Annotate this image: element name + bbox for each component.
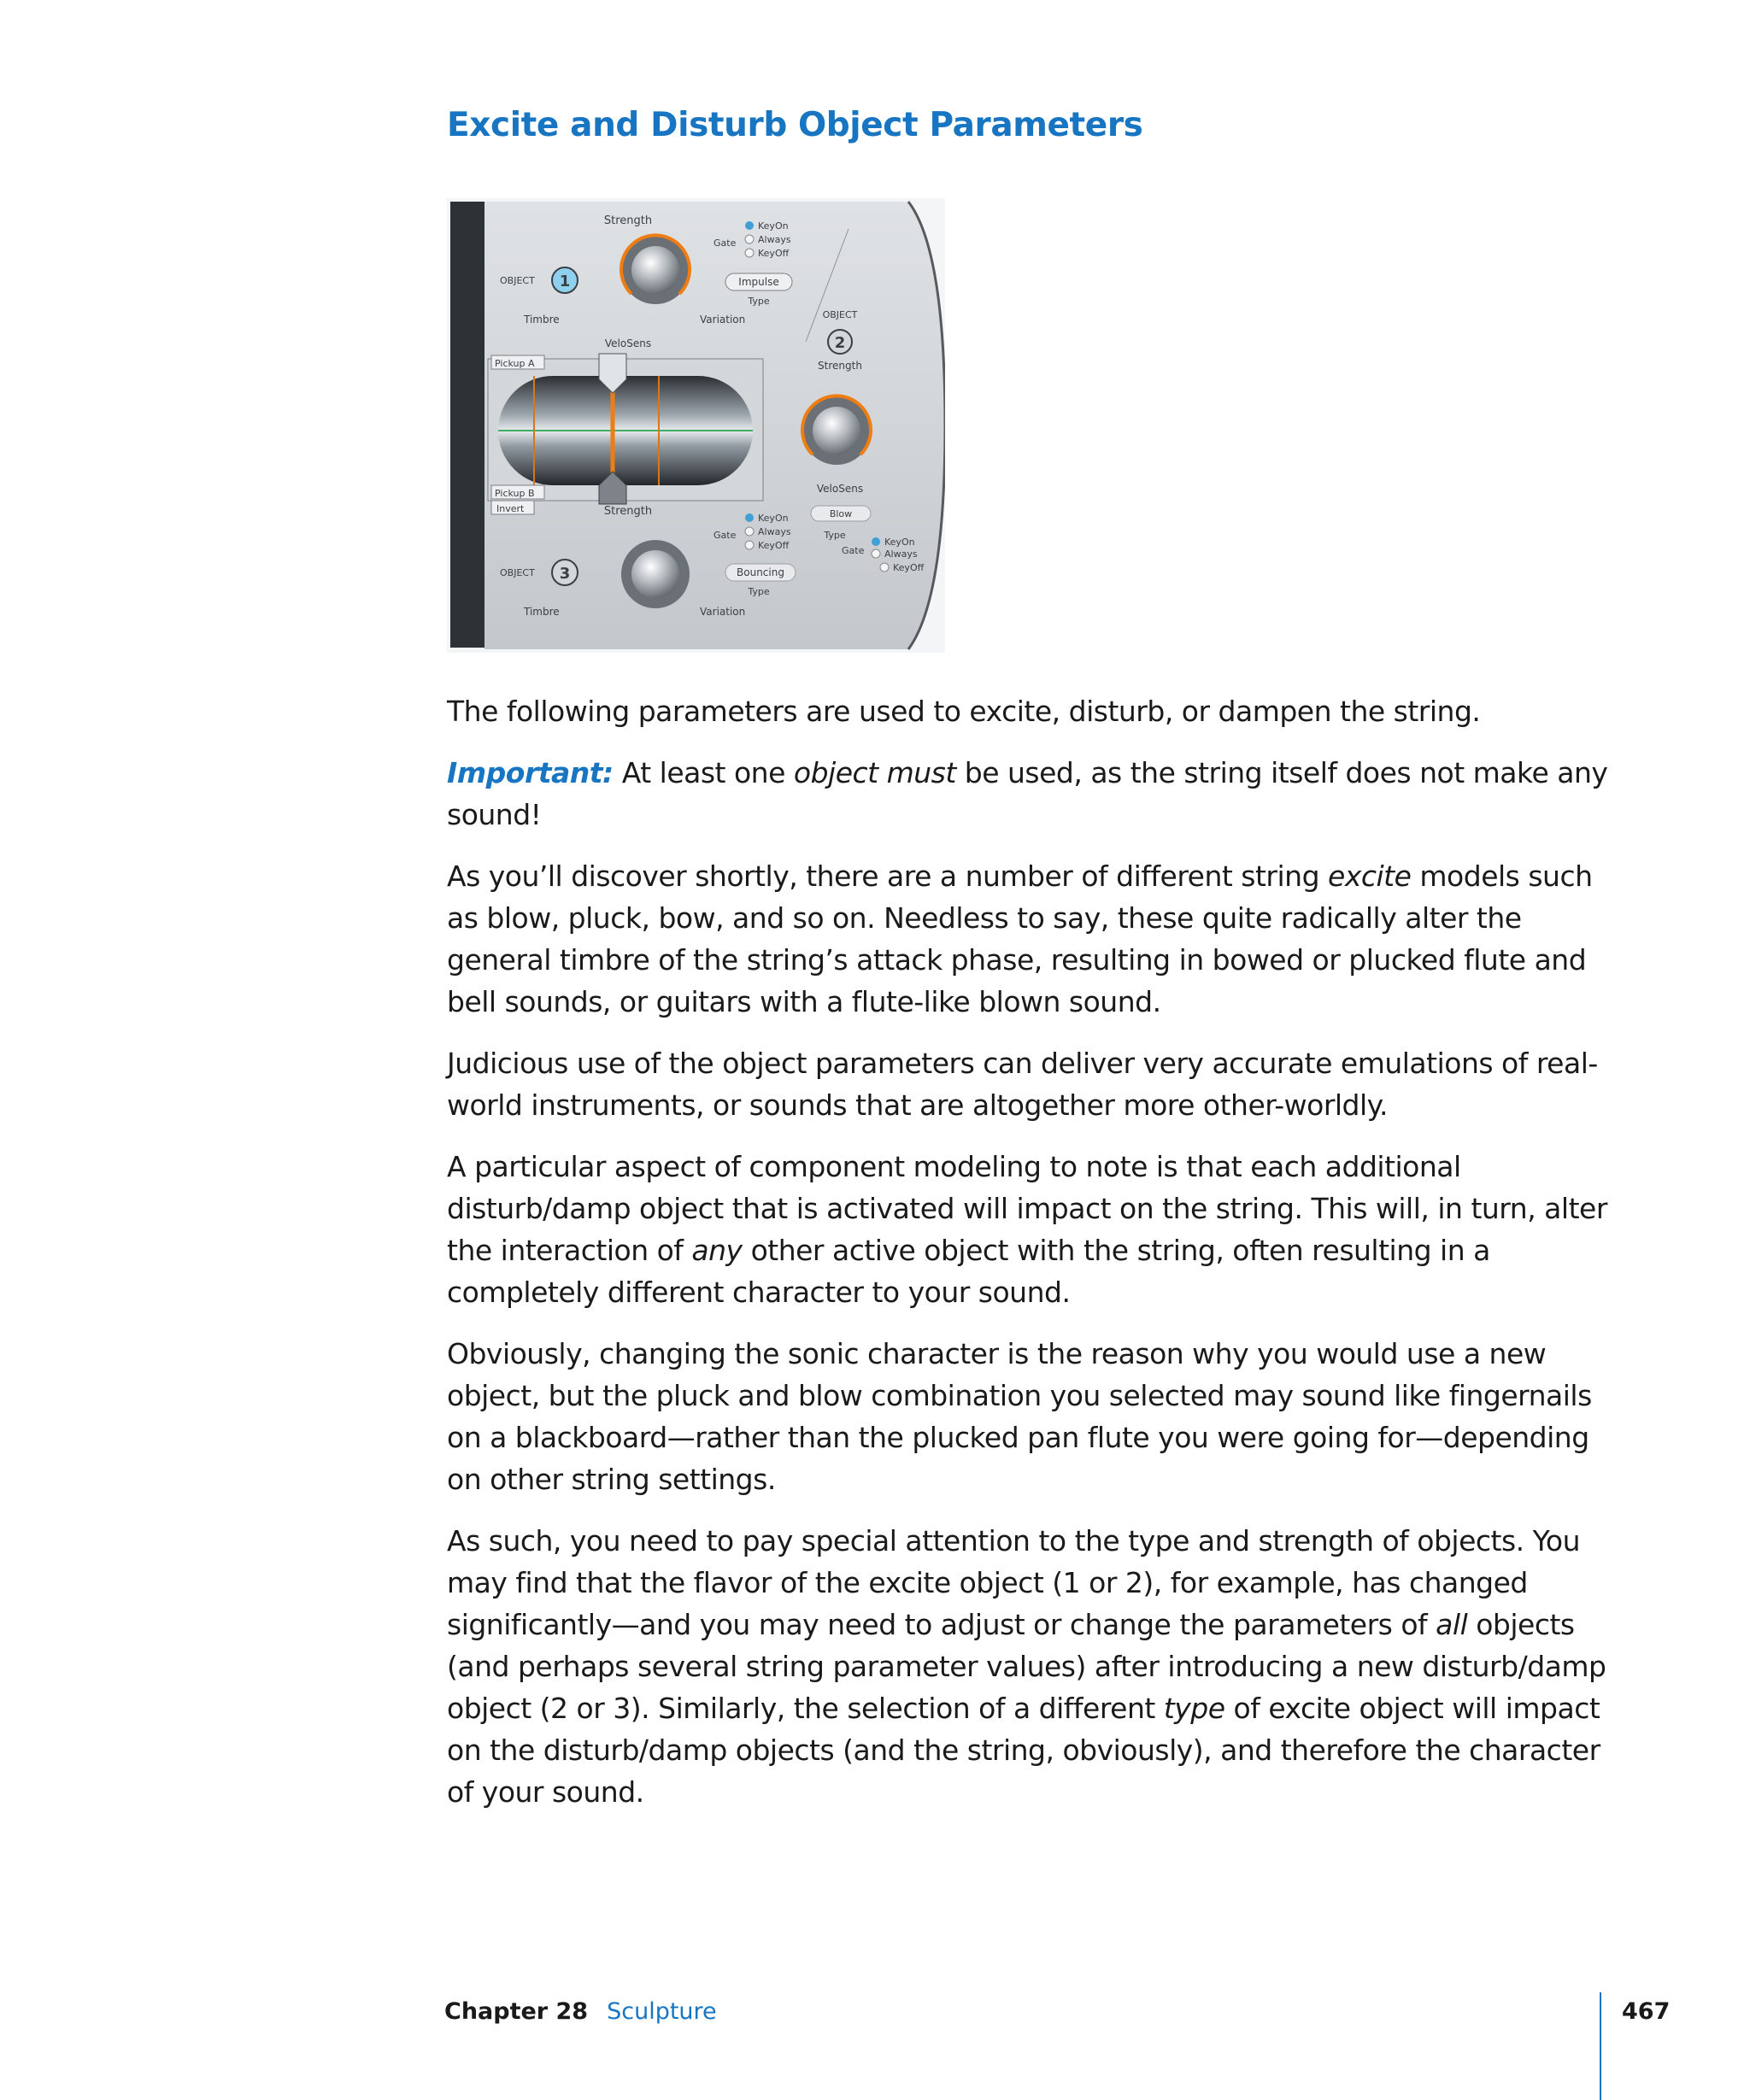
svg-text:Timbre: Timbre xyxy=(524,606,560,618)
object-3-always-radio[interactable] xyxy=(745,527,754,536)
svg-text:Variation: Variation xyxy=(700,314,746,326)
paragraph-sonic-character: Obviously, changing the sonic character is the reason why you would use a new object, but the pluck and blow combination you selected may sound like fingernails on a blackboard—rather than the plucked pan flute you were going for—depending on other string settings. xyxy=(447,1337,1592,1496)
svg-text:Always: Always xyxy=(884,548,918,560)
svg-text:VeloSens: VeloSens xyxy=(816,483,864,495)
footer-rule xyxy=(1600,1992,1601,2100)
svg-text:Strength: Strength xyxy=(818,360,862,372)
important-label: Important: xyxy=(447,756,614,789)
svg-text:Invert: Invert xyxy=(496,503,525,514)
paragraph-type-strength: As such, you need to pay special attention to the type and strength of objects. You may find that the flavor of the excite object (1 or 2), for example, has changed significantly—and you may need to adjust or change the parameters of all objects (and perhaps several string parameter values) after introducing a new disturb/damp object (2 or 3). Similarly, the selection of a different type of excite object will impact on the disturb/damp objects (and the string, obviously), and therefore the character of your sound. xyxy=(447,1524,1606,1809)
svg-text:Gate: Gate xyxy=(842,545,865,556)
footer-section-link[interactable]: Sculpture xyxy=(607,1998,717,2025)
object-1-keyoff-radio[interactable] xyxy=(745,249,754,257)
svg-text:Pickup B: Pickup B xyxy=(495,488,535,499)
paragraph-component-modeling: A particular aspect of component modeling to note is that each additional disturb/damp object that is activated will impact on the string. This will, in turn, alter the interaction of any other active object with the string, often resulting in a completely different character to your sound. xyxy=(447,1150,1607,1309)
svg-text:Type: Type xyxy=(748,296,770,307)
svg-text:2: 2 xyxy=(834,334,846,352)
object-3-keyoff-radio[interactable] xyxy=(745,541,754,549)
object-1-keyon-radio[interactable] xyxy=(745,221,754,230)
footer-chapter xyxy=(444,1998,717,2025)
svg-text:KeyOff: KeyOff xyxy=(758,540,790,551)
svg-text:Strength: Strength xyxy=(603,505,653,518)
object-2-keyon-radio[interactable] xyxy=(872,537,880,546)
svg-text:OBJECT: OBJECT xyxy=(500,275,535,286)
svg-text:Pickup A: Pickup A xyxy=(495,358,535,369)
paragraph-excite-models: As you’ll discover shortly, there are a number of different string excite models such as blow, pluck, bow, and so on. Needless to say, these quite radically alter the general timbre of the string’s attack phase, resulting in bowed or plucked flute and bell sounds, or guitars with a flute-like blown sound. xyxy=(447,859,1593,1018)
svg-text:Strength: Strength xyxy=(603,214,653,227)
svg-text:OBJECT: OBJECT xyxy=(500,567,535,578)
svg-text:3: 3 xyxy=(559,565,571,583)
object-2-always-radio[interactable] xyxy=(872,549,880,558)
page-number: 467 xyxy=(1622,1998,1671,2025)
object-3-keyon-radio[interactable] xyxy=(745,513,754,522)
svg-text:Always: Always xyxy=(758,526,791,537)
svg-text:VeloSens: VeloSens xyxy=(604,337,652,349)
svg-text:Timbre: Timbre xyxy=(524,314,560,326)
section-heading: Excite and Disturb Object Parameters xyxy=(447,106,1143,144)
svg-text:KeyOn: KeyOn xyxy=(884,537,915,548)
svg-text:OBJECT: OBJECT xyxy=(822,309,858,320)
svg-text:Bouncing: Bouncing xyxy=(737,566,784,578)
svg-text:Variation: Variation xyxy=(700,606,746,618)
footer-chapter-number: Chapter 28 xyxy=(444,1998,589,2025)
svg-text:KeyOff: KeyOff xyxy=(758,248,790,259)
paragraph-important: Important: At least one object must be used, as the string itself does not make any sound! xyxy=(447,756,1608,831)
svg-text:Type: Type xyxy=(824,530,846,541)
svg-text:Blow: Blow xyxy=(829,508,853,519)
svg-text:1: 1 xyxy=(559,273,571,290)
sculpture-objects-screenshot xyxy=(447,198,945,653)
svg-text:KeyOn: KeyOn xyxy=(758,220,789,232)
body-text xyxy=(447,690,1618,1833)
svg-text:Gate: Gate xyxy=(714,238,737,249)
paragraph-judicious-use: Judicious use of the object parameters can deliver very accurate emulations of real-world instruments, or sounds that are altogether more other-worldly. xyxy=(447,1047,1598,1122)
svg-text:Impulse: Impulse xyxy=(738,276,779,288)
paragraph-intro: The following parameters are used to excite, disturb, or dampen the string. xyxy=(447,695,1481,728)
svg-text:Gate: Gate xyxy=(714,530,737,541)
svg-text:Always: Always xyxy=(758,234,791,245)
svg-text:Type: Type xyxy=(748,586,770,597)
object-1-always-radio[interactable] xyxy=(745,235,754,243)
object-2-keyoff-radio[interactable] xyxy=(880,563,889,572)
svg-text:KeyOn: KeyOn xyxy=(758,513,789,524)
svg-text:KeyOff: KeyOff xyxy=(893,562,925,573)
